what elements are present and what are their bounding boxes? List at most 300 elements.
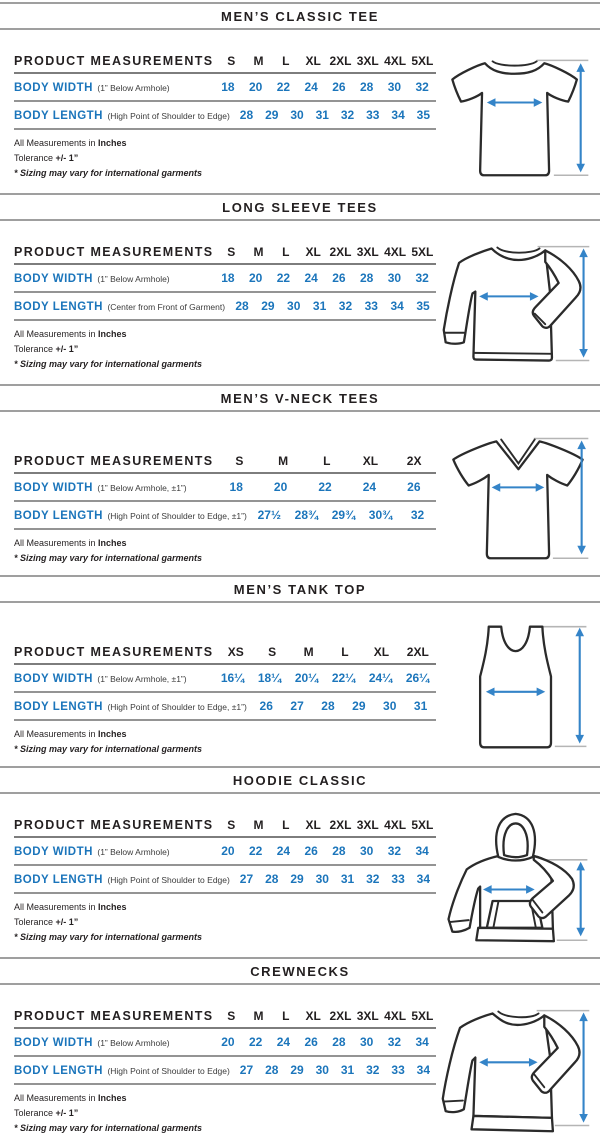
measurement-value: 24 [304, 271, 318, 285]
table-notes [14, 130, 436, 179]
size-columns [218, 645, 436, 659]
row-label: BODY LENGTH [14, 701, 103, 713]
row-label-note: (Center from Front of Garment) [107, 302, 226, 312]
measurement-value: 32 [387, 844, 402, 858]
measurement-value: 22 [248, 1035, 263, 1049]
size-column-header: 3XL [356, 245, 379, 259]
row-label-note: (1” Below Armhole) [97, 83, 170, 93]
measurements-note [14, 328, 436, 340]
row-values [251, 508, 436, 522]
measurement-value: 31 [340, 872, 355, 886]
measurement-value: 28 [359, 271, 374, 285]
table-header-label: PRODUCT MEASUREMENTS [14, 54, 214, 68]
size-column-header: XS [227, 645, 244, 659]
size-column-header: 4XL [384, 54, 407, 68]
row-label: BODY WIDTH [14, 846, 93, 858]
measurement-value: 30 [359, 844, 374, 858]
measurement-value: 28 [265, 872, 279, 886]
row-label: BODY LENGTH [14, 1065, 103, 1077]
garment-illustration [436, 225, 598, 377]
tolerance-note-text: Tolerance [14, 153, 56, 163]
tolerance-note-value: +/- 1” [55, 1108, 79, 1118]
table-rows [14, 665, 436, 721]
size-column-header: XL [305, 1009, 321, 1023]
measurements-note-unit: Inches [98, 138, 127, 148]
measurement-value: 24 [304, 80, 318, 94]
size-column-header: M [253, 818, 264, 832]
table-notes [14, 321, 436, 370]
measurement-value: 28 [359, 80, 374, 94]
measurement-value: 18¼ [257, 671, 282, 685]
row-values [251, 699, 436, 713]
row-label-cell [14, 1061, 234, 1079]
measurement-value: 26 [304, 1035, 318, 1049]
measurements-note-text: All Measurements in [14, 329, 99, 339]
size-column-header: XL [373, 645, 390, 659]
size-column-header: XL [305, 818, 321, 832]
measurement-value: 29¾ [331, 508, 356, 522]
section-header-band [0, 766, 600, 794]
size-column-header: 3XL [356, 818, 379, 832]
measurement-value: 33 [364, 299, 378, 313]
measurement-value: 31 [315, 108, 329, 122]
table-header-label: PRODUCT MEASUREMENTS [14, 1009, 214, 1023]
row-values [214, 1035, 436, 1049]
tank-illustration [438, 615, 596, 759]
measurement-row [14, 1029, 436, 1057]
size-column-header: 2X [406, 454, 422, 468]
size-column-header: 2XL [329, 818, 352, 832]
size-column-header: 2XL [329, 1009, 352, 1023]
measurement-table [14, 225, 436, 377]
measurement-value: 30 [383, 699, 397, 713]
row-label-note: (1” Below Armhole, ±1”) [97, 674, 187, 684]
measurement-row [14, 265, 436, 293]
row-label-note: (1” Below Armhole) [97, 274, 170, 284]
measurement-value: 22 [276, 80, 291, 94]
size-column-header: 3XL [356, 1009, 379, 1023]
size-column-header: 5XL [411, 245, 434, 259]
measurements-note [14, 137, 436, 149]
measurement-value: 27½ [257, 508, 281, 522]
size-column-header: M [303, 645, 314, 659]
measurement-value: 29 [261, 299, 275, 313]
measurements-note [14, 537, 436, 549]
garment-illustration [436, 34, 598, 186]
measurement-value: 29 [265, 108, 279, 122]
section-title: CREWNECKS [250, 964, 350, 979]
table-header-label: PRODUCT MEASUREMENTS [14, 245, 214, 259]
size-columns [218, 818, 436, 832]
measurement-value: 32 [415, 80, 429, 94]
size-column-header: 4XL [384, 1009, 407, 1023]
section-classic-tee [0, 2, 600, 191]
measurement-value: 26 [304, 844, 318, 858]
measurement-value: 20 [273, 480, 288, 494]
size-column-header: M [278, 454, 289, 468]
measurement-row [14, 74, 436, 102]
size-column-header: 2XL [329, 54, 352, 68]
size-column-header: 4XL [384, 818, 407, 832]
measurement-value: 22 [276, 271, 291, 285]
measurement-table [14, 798, 436, 950]
measurement-value: 30 [315, 872, 329, 886]
row-label-cell [14, 78, 214, 96]
size-column-header: 4XL [384, 245, 407, 259]
tolerance-note [14, 1107, 436, 1119]
table-notes [14, 721, 436, 755]
measurement-value: 35 [416, 299, 430, 313]
measurement-value: 18 [221, 271, 235, 285]
section-body [0, 794, 600, 950]
hoodie-illustration [438, 806, 596, 950]
measurement-value: 26¼ [405, 671, 430, 685]
size-column-header: L [341, 645, 349, 659]
measurement-value: 26 [332, 271, 346, 285]
section-body [0, 985, 600, 1141]
row-values [214, 480, 436, 494]
tolerance-note-text: Tolerance [14, 344, 56, 354]
size-column-header: M [253, 54, 264, 68]
measurement-value: 20¼ [294, 671, 319, 685]
row-values [234, 108, 436, 122]
row-values [214, 844, 436, 858]
measurements-note-unit: Inches [98, 538, 127, 548]
row-label-note: (1” Below Armhole, ±1”) [97, 483, 187, 493]
measurements-note-unit: Inches [98, 902, 127, 912]
measurement-table [14, 34, 436, 186]
measurement-value: 30¾ [368, 508, 393, 522]
measurements-note-text: All Measurements in [14, 902, 99, 912]
row-label-note: (High Point of Shoulder to Edge, ±1”) [107, 702, 247, 712]
garment-illustration [436, 798, 598, 950]
measurement-row [14, 1057, 436, 1085]
size-columns [218, 245, 436, 259]
section-body [0, 603, 600, 759]
size-column-header: M [253, 1009, 264, 1023]
table-header-row [14, 241, 436, 265]
measurement-row [14, 102, 436, 130]
measurements-note-unit: Inches [98, 729, 127, 739]
measurement-value: 24 [276, 844, 291, 858]
table-notes [14, 894, 436, 943]
size-chart-document [0, 2, 600, 1146]
row-label-cell [14, 1033, 214, 1051]
measurement-value: 32 [340, 108, 355, 122]
measurement-value: 32 [415, 271, 429, 285]
row-label-note: (High Point of Shoulder to Edge) [107, 1066, 230, 1076]
sizing-disclaimer: * Sizing may vary for international garments [14, 744, 203, 754]
size-column-header: 5XL [411, 54, 434, 68]
table-header-row [14, 641, 436, 665]
tolerance-note [14, 343, 436, 355]
measurement-row [14, 693, 436, 721]
garment-illustration [436, 989, 598, 1141]
measurement-value: 28 [332, 844, 346, 858]
measurement-value: 27 [290, 699, 304, 713]
tolerance-note [14, 152, 436, 164]
size-columns [218, 454, 436, 468]
measurement-value: 22 [318, 480, 332, 494]
size-column-header: XL [305, 54, 321, 68]
measurement-value: 31 [340, 1063, 355, 1077]
measurements-note-unit: Inches [98, 329, 127, 339]
row-values [234, 1063, 436, 1077]
table-header-label: PRODUCT MEASUREMENTS [14, 645, 214, 659]
measurement-value: 28 [321, 699, 335, 713]
measurement-value: 22 [248, 844, 263, 858]
row-label-cell [14, 669, 214, 687]
tolerance-note-text: Tolerance [14, 1108, 56, 1118]
measurement-value: 30 [287, 299, 301, 313]
table-notes [14, 530, 436, 564]
row-label: BODY LENGTH [14, 510, 103, 522]
garment-illustration [436, 607, 598, 759]
measurement-value: 32 [410, 508, 425, 522]
measurement-value: 28 [235, 299, 249, 313]
section-title: MEN’S TANK TOP [233, 582, 367, 597]
measurement-value: 30 [359, 1035, 374, 1049]
size-column-header: 5XL [411, 818, 434, 832]
measurement-value: 26 [407, 480, 421, 494]
row-values [214, 271, 436, 285]
table-header-row [14, 50, 436, 74]
size-column-header: 2XL [329, 245, 352, 259]
row-label: BODY WIDTH [14, 273, 93, 285]
size-column-header: 2XL [406, 645, 429, 659]
measurement-value: 34 [416, 872, 431, 886]
measurement-value: 27 [239, 872, 254, 886]
section-title: MEN’S CLASSIC TEE [221, 9, 379, 24]
measurement-value: 22¼ [331, 671, 356, 685]
section-body [0, 412, 600, 568]
row-values [234, 872, 436, 886]
measurement-row [14, 866, 436, 894]
size-column-header: S [235, 454, 244, 468]
row-label-cell [14, 478, 214, 496]
measurement-value: 27 [239, 1063, 254, 1077]
measurement-value: 16¼ [220, 671, 245, 685]
tolerance-note [14, 916, 436, 928]
row-values [229, 299, 436, 313]
measurement-value: 24 [362, 480, 377, 494]
measurements-note [14, 728, 436, 740]
size-column-header: 3XL [356, 54, 379, 68]
size-column-header: M [253, 245, 264, 259]
row-label-note: (1” Below Armhole) [97, 1038, 170, 1048]
body-length-arrow-icon [575, 628, 584, 744]
measurement-value: 33 [391, 1063, 405, 1077]
row-label-cell [14, 106, 234, 124]
v-neck-illustration [438, 424, 596, 568]
measurement-value: 30 [387, 271, 402, 285]
row-label: BODY WIDTH [14, 82, 93, 94]
measurement-row [14, 502, 436, 530]
measurement-value: 32 [387, 1035, 402, 1049]
size-column-header: S [268, 645, 277, 659]
measurement-value: 30 [290, 108, 304, 122]
measurement-value: 33 [391, 872, 405, 886]
measurement-table [14, 989, 436, 1141]
row-label-note: (High Point of Shoulder to Edge) [107, 111, 230, 121]
measurements-note-text: All Measurements in [14, 1093, 99, 1103]
row-label-cell [14, 269, 214, 287]
section-body [0, 221, 600, 377]
measurement-value: 35 [416, 108, 431, 122]
tolerance-note-value: +/- 1” [55, 344, 79, 354]
measurement-value: 34 [415, 844, 429, 858]
measurement-row [14, 293, 436, 321]
table-header-row [14, 814, 436, 838]
measurement-value: 28¾ [294, 508, 319, 522]
table-rows [14, 474, 436, 530]
table-rows [14, 1029, 436, 1085]
row-label: BODY LENGTH [14, 301, 103, 313]
measurement-value: 34 [415, 1035, 429, 1049]
measurement-value: 32 [366, 872, 380, 886]
measurements-note-text: All Measurements in [14, 538, 99, 548]
size-column-header: L [282, 54, 290, 68]
sizing-disclaimer: * Sizing may vary for international garments [14, 932, 203, 942]
size-column-header: 5XL [411, 1009, 434, 1023]
measurement-table [14, 416, 436, 568]
measurement-value: 30 [315, 1063, 329, 1077]
body-length-arrow-icon [579, 249, 588, 358]
measurement-row [14, 665, 436, 693]
measurement-value: 20 [221, 844, 235, 858]
row-label: BODY LENGTH [14, 110, 103, 122]
section-title: LONG SLEEVE TEES [222, 200, 378, 215]
row-label-cell [14, 697, 251, 715]
row-label-cell [14, 870, 234, 888]
section-tank [0, 575, 600, 764]
table-notes [14, 1085, 436, 1134]
section-hoodie [0, 766, 600, 955]
sizing-disclaimer: * Sizing may vary for international garments [14, 1123, 203, 1133]
size-column-header: S [227, 1009, 236, 1023]
section-header-band [0, 384, 600, 412]
measurements-note-text: All Measurements in [14, 138, 99, 148]
row-label: BODY LENGTH [14, 874, 103, 886]
section-v-neck [0, 384, 600, 573]
sizing-disclaimer: * Sizing may vary for international garments [14, 359, 203, 369]
table-header-label: PRODUCT MEASUREMENTS [14, 454, 214, 468]
size-column-header: L [282, 818, 290, 832]
row-label-cell [14, 297, 229, 315]
measurement-value: 30 [387, 80, 402, 94]
garment-illustration [436, 416, 598, 568]
size-columns [218, 1009, 436, 1023]
size-column-header: L [282, 1009, 290, 1023]
size-column-header: S [227, 818, 236, 832]
table-header-label: PRODUCT MEASUREMENTS [14, 818, 214, 832]
measurement-value: 29 [290, 1063, 304, 1077]
row-label: BODY WIDTH [14, 482, 93, 494]
row-label-note: (High Point of Shoulder to Edge) [107, 875, 230, 885]
size-column-header: S [227, 54, 236, 68]
measurement-value: 32 [366, 1063, 380, 1077]
long-sleeve-illustration [438, 233, 596, 377]
measurement-value: 34 [391, 108, 405, 122]
tolerance-note-text: Tolerance [14, 917, 56, 927]
section-body [0, 30, 600, 186]
section-title: HOODIE CLASSIC [232, 773, 368, 788]
measurement-value: 18 [229, 480, 243, 494]
measurement-value: 18 [221, 80, 235, 94]
measurement-row [14, 838, 436, 866]
measurement-value: 28 [239, 108, 254, 122]
body-length-arrow-icon [576, 862, 585, 937]
measurement-value: 28 [265, 1063, 279, 1077]
sizing-disclaimer: * Sizing may vary for international garments [14, 553, 203, 563]
measurement-value: 28 [332, 1035, 346, 1049]
measurement-value: 34 [416, 1063, 431, 1077]
section-title: MEN’S V-NECK TEES [220, 391, 380, 406]
section-long-sleeve [0, 193, 600, 382]
row-label-cell [14, 842, 214, 860]
measurement-value: 20 [221, 1035, 235, 1049]
crewneck-illustration [438, 997, 596, 1141]
size-column-header: XL [362, 454, 379, 468]
measurement-value: 24 [276, 1035, 291, 1049]
table-header-row [14, 450, 436, 474]
measurement-value: 31 [413, 699, 428, 713]
row-label-note: (High Point of Shoulder to Edge, ±1”) [107, 511, 247, 521]
section-crewneck [0, 957, 600, 1146]
sizing-disclaimer: * Sizing may vary for international garments [14, 168, 203, 178]
measurement-value: 33 [366, 108, 380, 122]
size-column-header: L [282, 245, 290, 259]
measurements-note-text: All Measurements in [14, 729, 99, 739]
size-column-header: XL [305, 245, 321, 259]
row-label: BODY WIDTH [14, 1037, 93, 1049]
measurement-value: 26 [259, 699, 273, 713]
measurement-value: 31 [312, 299, 327, 313]
row-values [214, 80, 436, 94]
body-length-arrow-icon [579, 1013, 588, 1123]
section-header-band [0, 2, 600, 30]
measurement-value: 34 [390, 299, 404, 313]
measurement-value: 20 [248, 80, 263, 94]
size-column-header: S [227, 245, 236, 259]
row-values [214, 671, 436, 685]
measurement-value: 24¼ [368, 671, 393, 685]
measurement-value: 20 [248, 271, 263, 285]
tolerance-note-value: +/- 1” [55, 153, 79, 163]
classic-tee-illustration [438, 42, 596, 186]
measurement-value: 32 [338, 299, 353, 313]
table-rows [14, 838, 436, 894]
measurement-value: 29 [352, 699, 366, 713]
table-rows [14, 74, 436, 130]
measurements-note-unit: Inches [98, 1093, 127, 1103]
section-header-band [0, 575, 600, 603]
table-rows [14, 265, 436, 321]
row-label-cell [14, 506, 251, 524]
measurement-value: 29 [290, 872, 304, 886]
measurement-value: 26 [332, 80, 346, 94]
measurements-note [14, 1092, 436, 1104]
size-column-header: L [323, 454, 331, 468]
section-header-band [0, 957, 600, 985]
section-header-band [0, 193, 600, 221]
measurement-row [14, 474, 436, 502]
measurement-table [14, 607, 436, 759]
measurements-note [14, 901, 436, 913]
row-label: BODY WIDTH [14, 673, 93, 685]
row-label-note: (1” Below Armhole) [97, 847, 170, 857]
size-columns [218, 54, 436, 68]
